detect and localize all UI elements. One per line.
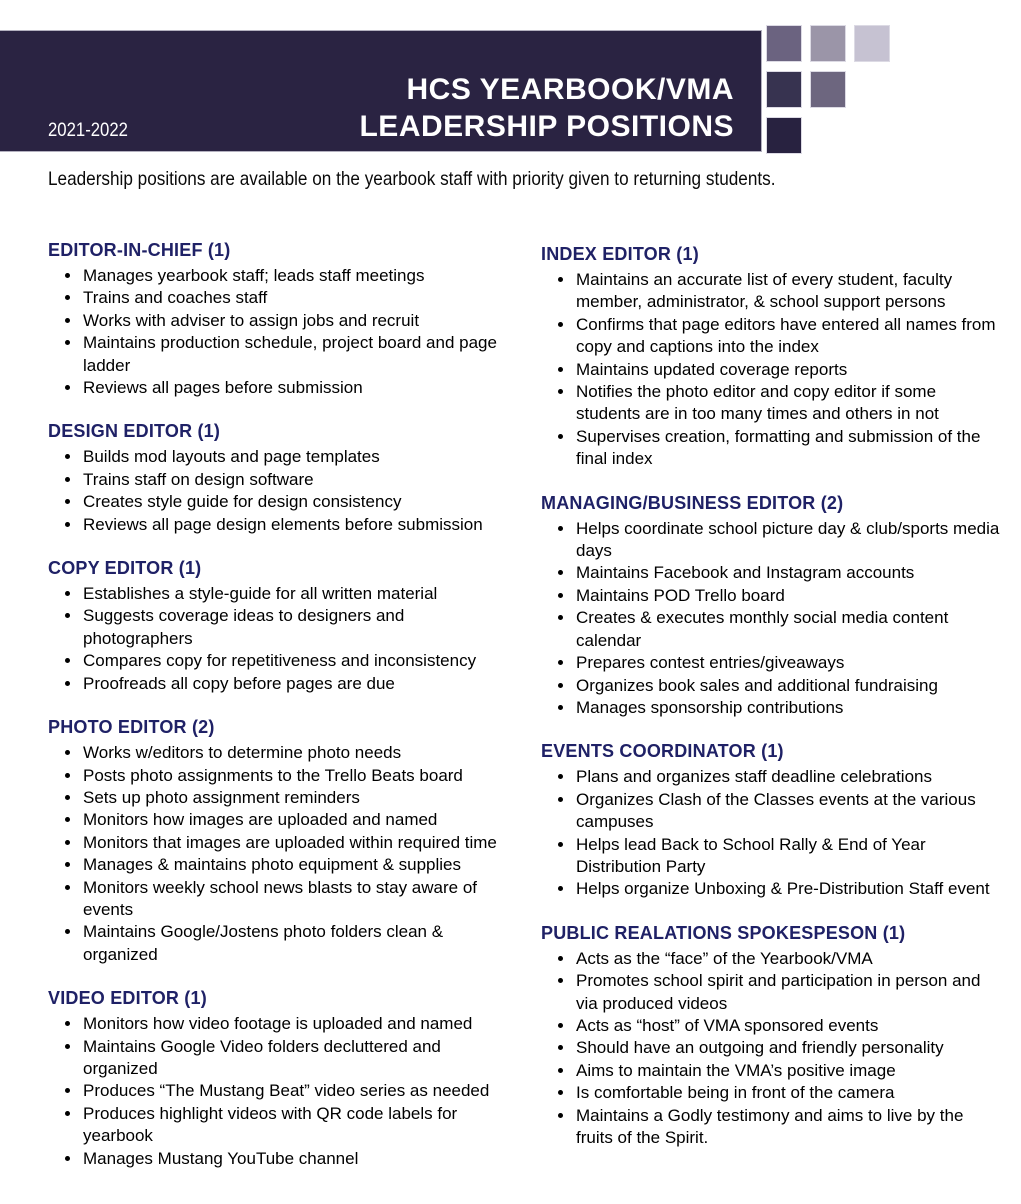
position-title: MANAGING/BUSINESS EDITOR (2): [541, 492, 844, 513]
left-column: [48, 238, 516, 1190]
duty-list: [541, 766, 1003, 900]
duty-item: • Establishes a style-guide for all written material: [82, 583, 516, 605]
deco-square: [766, 71, 802, 108]
duty-item: • Maintains a Godly testimony and aims to live by the fruits of the Spirit.: [575, 1105, 1003, 1150]
position-section: [541, 739, 1003, 900]
duty-item: • Prepares contest entries/giveaways: [575, 652, 1003, 674]
duty-list: [541, 518, 1003, 720]
duty-item: • Notifies the photo editor and copy editor if some students are in too many times and others in not: [575, 381, 1003, 426]
duty-item: • Produces “The Mustang Beat” video series as needed: [82, 1080, 516, 1102]
duty-item: • Organizes book sales and additional fundraising: [575, 675, 1003, 697]
duty-item: • Maintains updated coverage reports: [575, 359, 1003, 381]
position-section: [48, 419, 516, 536]
duty-item: • Helps coordinate school picture day & club/sports media days: [575, 518, 1003, 563]
duty-item: • Promotes school spirit and participation in person and via produced videos: [575, 970, 1003, 1015]
position-title: COPY EDITOR (1): [48, 558, 202, 579]
school-year-label: [48, 120, 139, 142]
duty-item: • Plans and organizes staff deadline celebrations: [575, 766, 1003, 788]
page-title-line2: LEADERSHIP POSITIONS: [359, 110, 734, 143]
duty-item: • Maintains Google Video folders decluttered and organized: [82, 1036, 516, 1081]
duty-item: • Confirms that page editors have entered all names from copy and captions into the index: [575, 314, 1003, 359]
square-row: [766, 71, 890, 108]
right-column: [541, 242, 1003, 1169]
duty-item: • Produces highlight videos with QR code labels for yearbook: [82, 1103, 516, 1148]
duty-item: • Sets up photo assignment reminders: [82, 787, 516, 809]
duty-item: • Maintains POD Trello board: [575, 585, 1003, 607]
duty-list: [48, 583, 516, 695]
header-banner: [0, 30, 762, 152]
position-title: EVENTS COORDINATOR (1): [541, 741, 784, 762]
duty-item: • Proofreads all copy before pages are due: [82, 673, 516, 695]
position-title: INDEX EDITOR (1): [541, 244, 699, 264]
intro-text: [48, 168, 875, 191]
position-section: [48, 556, 516, 695]
duty-item: • Aims to maintain the VMA’s positive image: [575, 1060, 1003, 1082]
duty-item: • Manages Mustang YouTube channel: [82, 1148, 516, 1170]
position-title: PUBLIC REALATIONS SPOKESPESON (1): [541, 922, 906, 943]
duty-item: • Monitors weekly school news blasts to stay aware of events: [82, 877, 516, 922]
deco-square: [810, 71, 846, 108]
duty-item: • Maintains Facebook and Instagram accounts: [575, 562, 1003, 584]
duty-item: • Monitors how images are uploaded and named: [82, 809, 516, 831]
deco-square: [854, 25, 890, 62]
duty-item: • Maintains production schedule, project board and page ladder: [82, 332, 516, 377]
school-year-text: 2021-2022: [48, 120, 128, 141]
deco-square: [810, 25, 846, 62]
duty-item: • Helps organize Unboxing & Pre-Distribution Staff event: [575, 878, 1003, 900]
position-title: PHOTO EDITOR (2): [48, 717, 215, 738]
position-section: [48, 238, 516, 399]
position-section: [48, 986, 516, 1170]
duty-item: • Monitors how video footage is uploaded and named: [82, 1013, 516, 1035]
square-row: [766, 117, 890, 154]
position-title: VIDEO EDITOR (1): [48, 988, 207, 1009]
deco-square: [766, 25, 802, 62]
duty-item: • Trains and coaches staff: [82, 287, 516, 309]
duty-item: • Works with adviser to assign jobs and recruit: [82, 310, 516, 332]
duty-item: • Manages sponsorship contributions: [575, 697, 1003, 719]
duty-item: • Creates & executes monthly social media content calendar: [575, 607, 1003, 652]
duty-item: • Acts as “host” of VMA sponsored events: [575, 1015, 1003, 1037]
duty-item: • Acts as the “face” of the Yearbook/VMA: [575, 948, 1003, 970]
duty-item: • Compares copy for repetitiveness and inconsistency: [82, 650, 516, 672]
duty-item: • Is comfortable being in front of the camera: [575, 1082, 1003, 1104]
position-section: [541, 491, 1003, 720]
duty-item: • Maintains an accurate list of every student, faculty member, administrator, & school support persons: [575, 269, 1003, 314]
duty-item: • Creates style guide for design consistency: [82, 491, 516, 513]
position-title: EDITOR-IN-CHIEF (1): [48, 240, 231, 260]
square-row: [766, 25, 890, 62]
intro-text-inner: Leadership positions are available on the yearbook staff with priority given to returning students.: [48, 168, 776, 190]
position-section: [541, 242, 1003, 471]
duty-list: [541, 269, 1003, 471]
duty-item: • Posts photo assignments to the Trello Beats board: [82, 765, 516, 787]
duty-item: • Builds mod layouts and page templates: [82, 446, 516, 468]
page-title-line1: HCS YEARBOOK/VMA: [406, 73, 734, 106]
duty-item: • Works w/editors to determine photo needs: [82, 742, 516, 764]
duty-item: • Helps lead Back to School Rally & End of Year Distribution Party: [575, 834, 1003, 879]
position-section: [541, 921, 1003, 1150]
duty-item: • Should have an outgoing and friendly personality: [575, 1037, 1003, 1059]
duty-list: [48, 742, 516, 966]
duty-item: • Reviews all pages before submission: [82, 377, 516, 399]
duty-list: [48, 446, 516, 536]
deco-square: [766, 117, 802, 154]
duty-item: • Maintains Google/Jostens photo folders clean & organized: [82, 921, 516, 966]
position-title: DESIGN EDITOR (1): [48, 421, 221, 442]
duty-item: • Manages & maintains photo equipment & supplies: [82, 854, 516, 876]
decorative-squares: [766, 25, 890, 163]
duty-item: • Organizes Clash of the Classes events at the various campuses: [575, 789, 1003, 834]
duty-list: [48, 265, 516, 399]
duty-item: • Supervises creation, formatting and submission of the final index: [575, 426, 1003, 471]
duty-item: • Reviews all page design elements before submission: [82, 514, 516, 536]
position-section: [48, 715, 516, 966]
duty-list: [48, 1013, 516, 1170]
page-title: [359, 71, 734, 145]
duty-item: • Manages yearbook staff; leads staff meetings: [82, 265, 516, 287]
duty-item: • Monitors that images are uploaded within required time: [82, 832, 516, 854]
duty-item: • Suggests coverage ideas to designers and photographers: [82, 605, 516, 650]
duty-list: [541, 948, 1003, 1150]
duty-item: • Trains staff on design software: [82, 469, 516, 491]
